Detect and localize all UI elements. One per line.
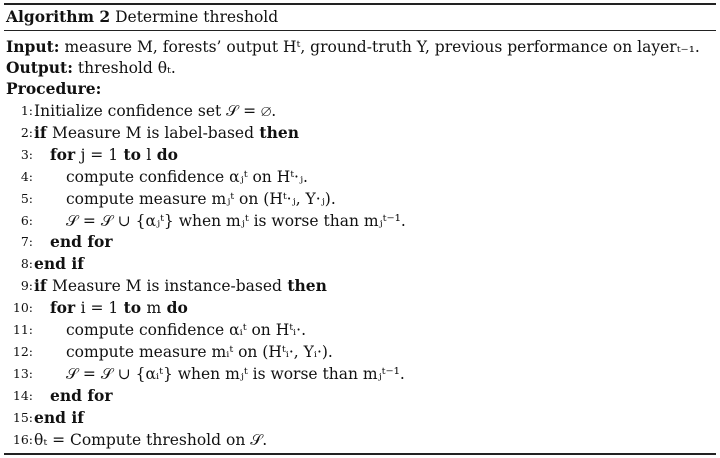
step-text: end if xyxy=(34,407,84,427)
output-line xyxy=(6,57,176,79)
caption-rule xyxy=(4,30,716,31)
step-number: 8: xyxy=(20,256,33,272)
step-text: 𝒮 = 𝒮 ∪ {αⱼᵗ} when mⱼᵗ is worse than mⱼᵗ⁻¹. xyxy=(66,211,406,230)
input-text: measure M, forests’ output Hᵗ, ground-truth Y, previous performance on layerₜ₋₁. xyxy=(64,38,700,56)
step-text: compute confidence αᵢᵗ on Hᵗᵢ·. xyxy=(66,321,307,339)
step-text: end for xyxy=(50,232,113,252)
step-text: for j = 1 to l do xyxy=(50,144,178,164)
step-number: 15: xyxy=(12,409,33,425)
step-number: 2: xyxy=(20,124,33,140)
algorithm-label: Algorithm 2 xyxy=(6,7,111,26)
step-text: for i = 1 to m do xyxy=(50,298,188,318)
step-number: 13: xyxy=(12,365,33,381)
step-text: θₜ = Compute threshold on 𝒮. xyxy=(34,430,268,449)
bottom-rule xyxy=(4,453,716,455)
step-number: 11: xyxy=(12,322,33,337)
step-text: end if xyxy=(34,254,84,274)
algorithm-title: Determine threshold xyxy=(115,8,279,26)
top-rule xyxy=(4,3,716,5)
step-number: 1: xyxy=(20,103,33,118)
step-number: 6: xyxy=(20,212,33,228)
step-number: 14: xyxy=(12,387,33,403)
input-line xyxy=(6,36,700,58)
output-text: threshold θₜ. xyxy=(77,59,176,77)
step-number: 5: xyxy=(20,190,33,206)
step-number: 12: xyxy=(12,343,33,359)
algorithm-caption xyxy=(6,7,278,26)
step-number: 7: xyxy=(20,234,33,250)
step-number: 9: xyxy=(20,278,33,294)
step-text: end for xyxy=(50,385,113,405)
step-number: 3: xyxy=(20,146,33,162)
step-text: compute measure mⱼᵗ on (Hᵗ·ⱼ, Y·ⱼ). xyxy=(66,189,336,208)
input-label: Input: xyxy=(6,37,60,56)
step-number: 4: xyxy=(20,168,33,184)
step-text: 𝒮 = 𝒮 ∪ {αᵢᵗ} when mⱼᵗ is worse than mⱼᵗ⁻¹. xyxy=(66,364,405,383)
step-number: 16: xyxy=(12,431,33,447)
step-text: if Measure M is instance-based then xyxy=(34,276,327,296)
step-text: compute confidence αⱼᵗ on Hᵗ·ⱼ. xyxy=(66,167,308,186)
procedure-label: Procedure: xyxy=(6,79,102,98)
procedure-line xyxy=(6,78,101,100)
step-text: compute measure mᵢᵗ on (Hᵗᵢ·, Yᵢ·). xyxy=(66,342,333,361)
step-number: 10: xyxy=(12,300,33,316)
step-text: if Measure M is label-based then xyxy=(34,122,299,142)
step-text: Initialize confidence set 𝒮 = ∅. xyxy=(34,102,277,120)
output-label: Output: xyxy=(6,58,73,77)
